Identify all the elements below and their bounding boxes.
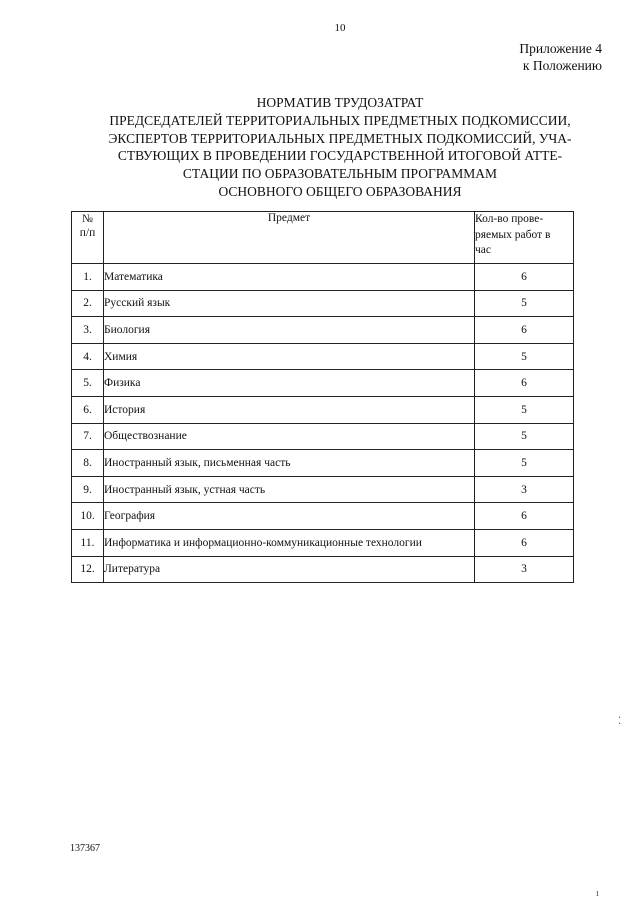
row-subject: Математика [104, 264, 475, 291]
row-number: 10. [72, 503, 104, 530]
appendix-reference [519, 40, 602, 74]
title-line-5: СТАЦИИ ПО ОБРАЗОВАТЕЛЬНЫМ ПРОГРАММАМ [182, 166, 498, 182]
row-number: 6. [72, 396, 104, 423]
appendix-line-2: к Положению [522, 58, 602, 73]
row-quantity: 3 [475, 556, 574, 583]
table-row [72, 370, 574, 397]
table-row [72, 264, 574, 291]
table-row [72, 556, 574, 583]
table-row [72, 450, 574, 477]
row-subject: Иностранный язык, письменная часть [104, 450, 475, 477]
row-quantity: 6 [475, 370, 574, 397]
row-subject: Химия [104, 343, 475, 370]
row-number: 5. [72, 370, 104, 397]
title-line-1: НОРМАТИВ ТРУДОЗАТРАТ [256, 95, 424, 110]
header-quantity-line-1: Кол-во прове- [475, 213, 544, 225]
row-number: 1. [72, 264, 104, 291]
row-subject: Информатика и информационно-коммуникационные технологии [104, 529, 475, 556]
row-number: 4. [72, 343, 104, 370]
row-subject: Литература [104, 556, 475, 583]
row-number: 7. [72, 423, 104, 450]
row-quantity: 3 [475, 476, 574, 503]
table-row [72, 396, 574, 423]
title-line-3: ЭКСПЕРТОВ ТЕРРИТОРИАЛЬНЫХ ПРЕДМЕТНЫХ ПОДКОМИССИЙ, УЧА- [108, 130, 572, 146]
title-line-2: ПРЕДСЕДАТЕЛЕЙ ТЕРРИТОРИАЛЬНЫХ ПРЕДМЕТНЫХ ПОДКОМИССИИ, [109, 112, 571, 128]
header-quantity-line-2: ряемых работ в [475, 228, 551, 241]
row-number: 2. [72, 290, 104, 317]
row-quantity: 5 [475, 396, 574, 423]
header-number [72, 212, 104, 264]
row-quantity: 5 [475, 423, 574, 450]
table-row [72, 503, 574, 530]
norms-table [71, 211, 574, 583]
page-number: 10 [334, 22, 346, 34]
document-title [60, 94, 620, 201]
row-subject: История [104, 396, 475, 423]
row-subject: Биология [104, 317, 475, 344]
row-quantity: 6 [475, 317, 574, 344]
header-quantity [475, 212, 574, 264]
title-line-6: ОСНОВНОГО ОБЩЕГО ОБРАЗОВАНИЯ [218, 183, 462, 199]
document-code: 137367 [70, 843, 100, 854]
row-number: 9. [72, 476, 104, 503]
header-number-line-2: п/п [79, 227, 96, 239]
row-number: 12. [72, 556, 104, 583]
row-quantity: 5 [475, 450, 574, 477]
table-row [72, 343, 574, 370]
row-subject: Иностранный язык, устная часть [104, 476, 475, 503]
table-row [72, 529, 574, 556]
row-quantity: 5 [475, 343, 574, 370]
title-line-4: СТВУЮЩИХ В ПРОВЕДЕНИИ ГОСУДАРСТВЕННОЙ ИТОГОВОЙ АТТЕ- [117, 148, 563, 164]
scan-artifact-mark: ⁚ [618, 716, 622, 727]
row-subject: География [104, 503, 475, 530]
table-row [72, 423, 574, 450]
row-quantity: 6 [475, 503, 574, 530]
row-subject: Обществознание [104, 423, 475, 450]
table-header-row [72, 212, 574, 264]
row-number: 8. [72, 450, 104, 477]
table-row [72, 290, 574, 317]
header-quantity-line-3: час [475, 244, 491, 256]
table-row [72, 476, 574, 503]
header-subject: Предмет [104, 212, 475, 264]
scan-artifact-mark: ı [596, 888, 599, 899]
row-quantity: 5 [475, 290, 574, 317]
row-subject: Физика [104, 370, 475, 397]
row-subject: Русский язык [104, 290, 475, 317]
row-number: 11. [72, 529, 104, 556]
row-quantity: 6 [475, 264, 574, 291]
row-quantity: 6 [475, 529, 574, 556]
row-number: 3. [72, 317, 104, 344]
table-row [72, 317, 574, 344]
header-number-line-1: № [82, 213, 93, 225]
appendix-line-1: Приложение 4 [519, 41, 602, 56]
